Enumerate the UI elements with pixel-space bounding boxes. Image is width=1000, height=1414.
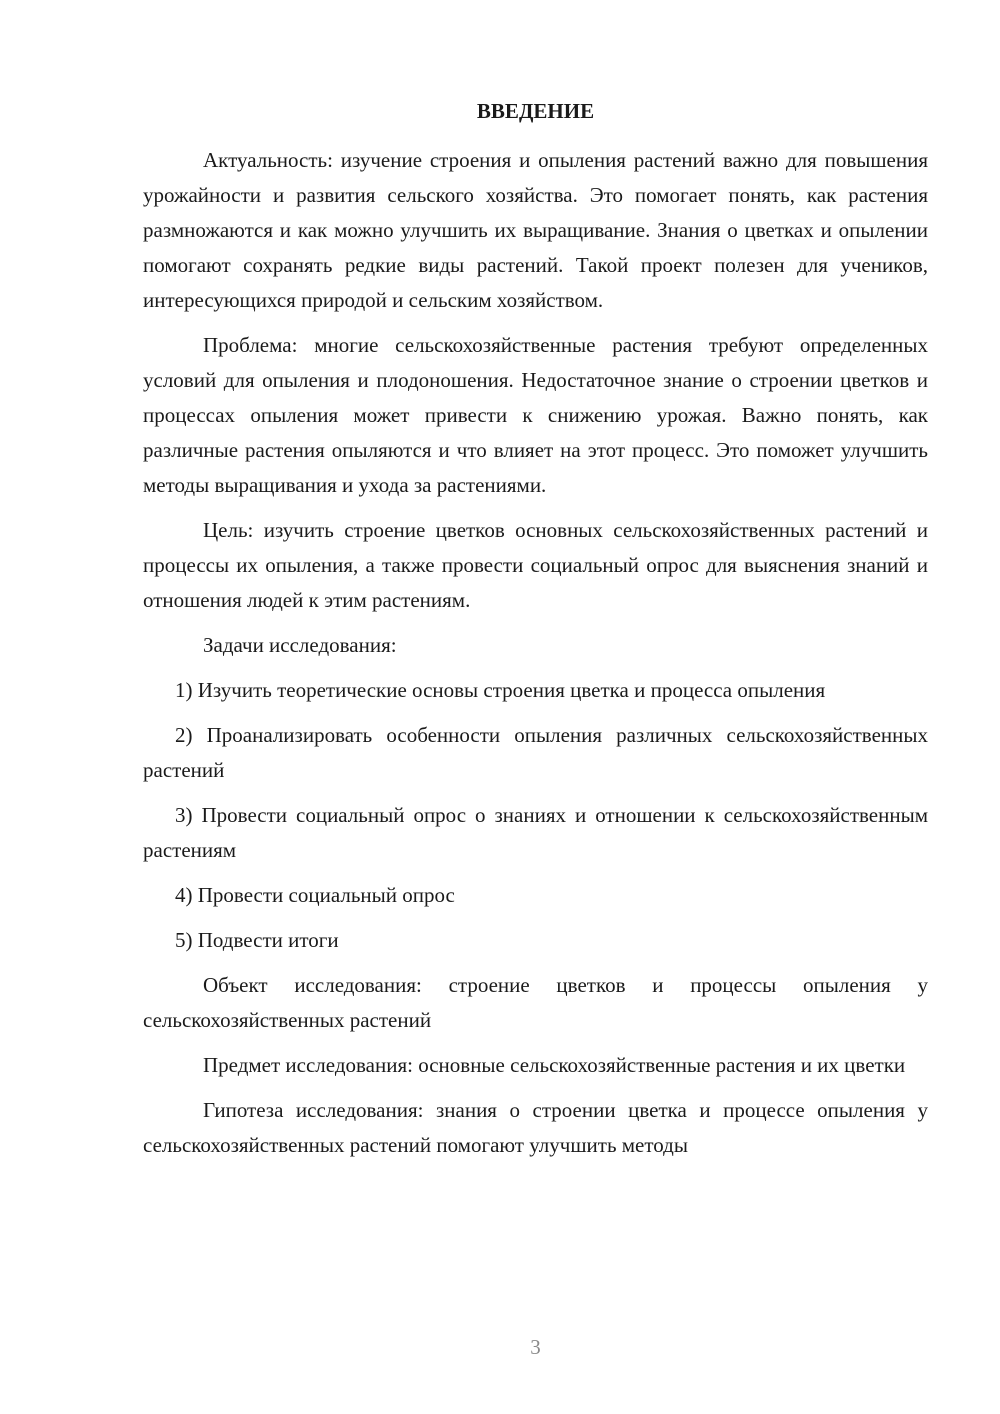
document-page bbox=[143, 0, 928, 1414]
object-paragraph: Объект исследования: строение цветков и процессы опыления у сельскохозяйственных растений bbox=[143, 973, 928, 1032]
hypothesis-paragraph: Гипотеза исследования: знания о строении цветка и процессе опыления у сельскохозяйственных растений помогают улучшить методы bbox=[143, 1098, 928, 1157]
task-item-3: 3) Провести социальный опрос о знаниях и отношении к сельскохозяйственным растениям bbox=[143, 803, 928, 862]
subject-paragraph: Предмет исследования: основные сельскохозяйственные растения и их цветки bbox=[203, 1053, 906, 1077]
problem-paragraph: Проблема: многие сельскохозяйственные растения требуют определенных условий для опыления и плодоношения. Недостаточное знание о строении цветков и процессах опыления может привести к снижению урожая. Важно понять, как различные растения опыляются и что влияет на этот процесс. Это поможет улучшить методы выращивания и ухода за растениями. bbox=[143, 333, 928, 497]
document-body bbox=[143, 143, 928, 1173]
tasks-title: Задачи исследования: bbox=[203, 633, 397, 657]
page-number: 3 bbox=[530, 1335, 541, 1359]
goal-paragraph: Цель: изучить строение цветков основных сельскохозяйственных растений и процессы их опыления, а также провести социальный опрос для выяснения знаний и отношения людей к этим растениям. bbox=[143, 518, 928, 612]
relevance-paragraph: Актуальность: изучение строения и опыления растений важно для повышения урожайности и развития сельского хозяйства. Это помогает понять, как растения размножаются и как можно улучшить их выращивание. Знания о цветках и опылении помогают сохранять редкие виды растений. Такой проект полезен для учеников, интересующихся природой и сельским хозяйством. bbox=[143, 148, 928, 312]
task-item-2: 2) Проанализировать особенности опыления различных сельскохозяйственных растений bbox=[143, 723, 928, 782]
task-item-4: 4) Провести социальный опрос bbox=[175, 883, 455, 907]
task-item-1: 1) Изучить теоретические основы строения цветка и процесса опыления bbox=[175, 678, 826, 702]
task-item-5: 5) Подвести итоги bbox=[175, 928, 339, 952]
section-heading: ВВЕДЕНИЕ bbox=[476, 99, 595, 123]
